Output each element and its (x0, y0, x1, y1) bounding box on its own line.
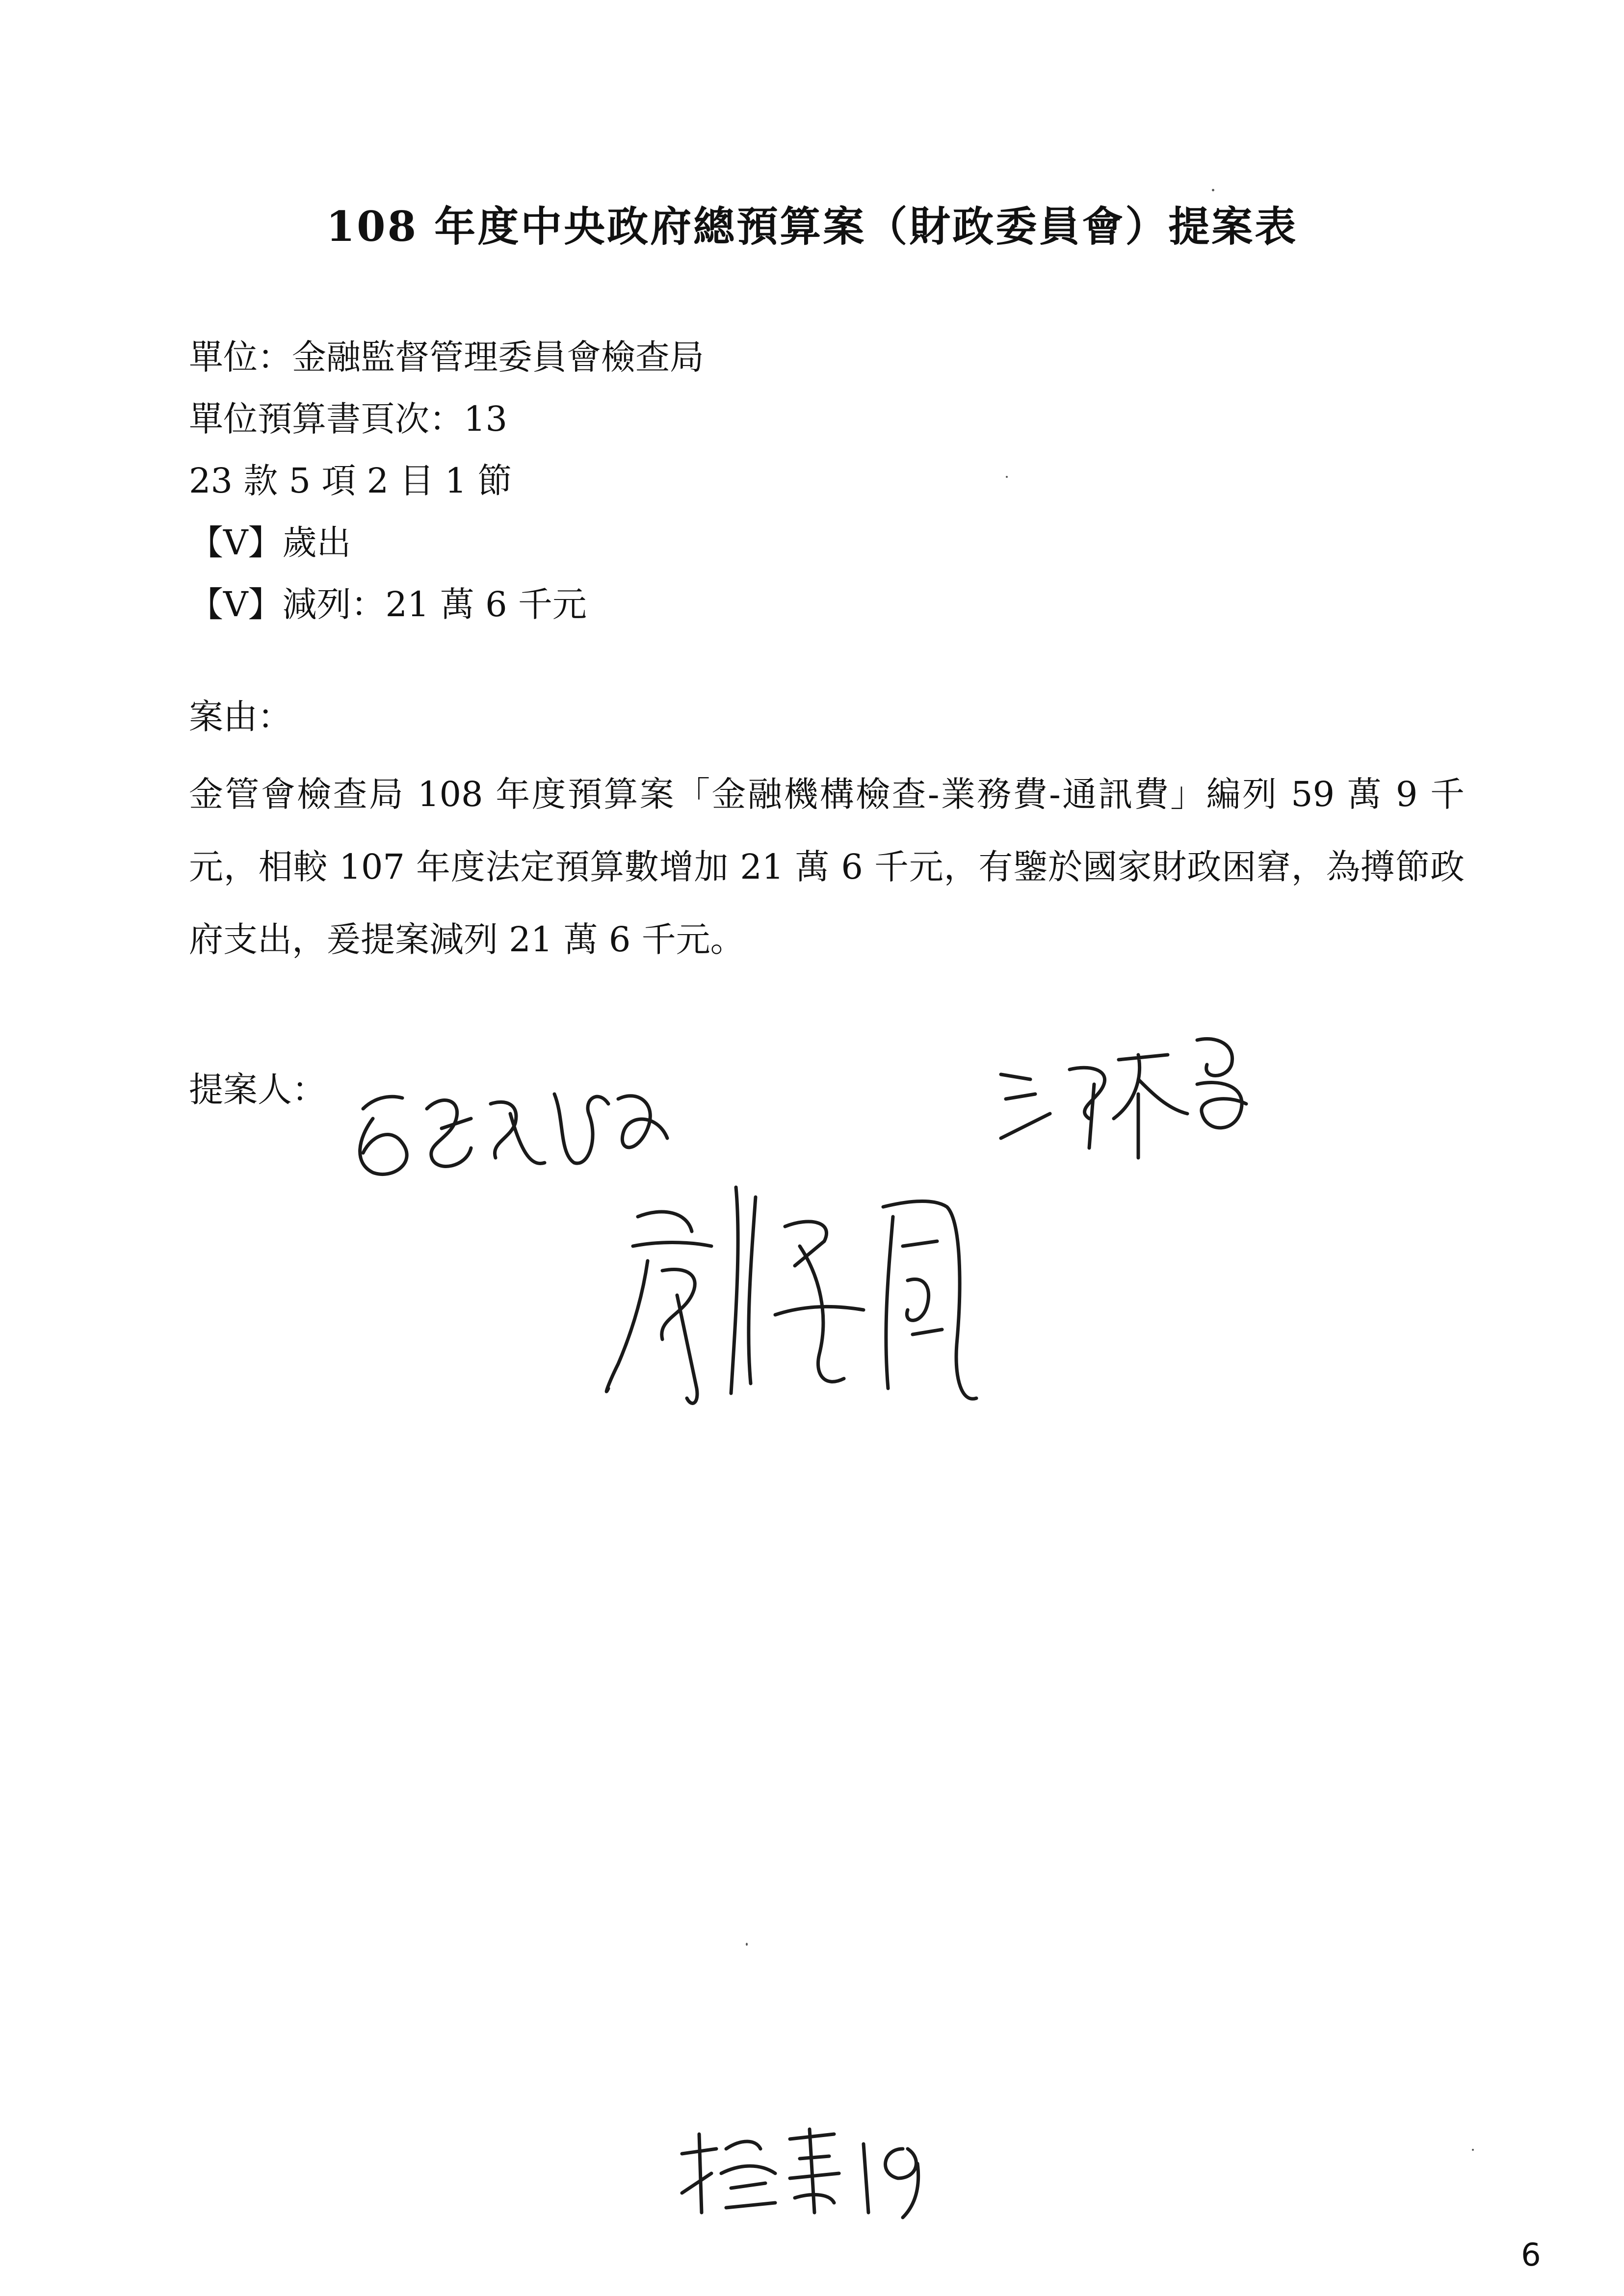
item-ref-line: 23 款 5 項 2 目 1 節 (189, 461, 512, 501)
page-number: 6 (1521, 2237, 1541, 2273)
reason-text: 金管會檢查局 108 年度預算案「金融機構檢查-業務費-通訊費」編列 59 萬 9 千元，相較 107 年度法定預算數增加 21 萬 6 千元，有鑒於國家財政困窘，為撙節政府支出，爰提案減列 21 萬 6 千元。 (189, 774, 1465, 960)
proposer-label: 提案人： (189, 1070, 326, 1110)
handwritten-signature-3 (589, 1168, 1030, 1423)
page-ref-line: 單位預算書頁次：13 (189, 399, 508, 439)
unit-line: 單位：金融監督管理委員會檢查局 (189, 337, 704, 377)
document-title: 108 年度中央政府總預算案（財政委員會）提案表 (326, 202, 1298, 251)
reduction-line: 【V】減列：21 萬 6 千元 (189, 584, 587, 625)
scan-speck (1212, 189, 1214, 191)
scan-speck (1006, 476, 1008, 478)
scan-speck (746, 1943, 748, 1946)
expenditure-line: 【V】歲出 (189, 522, 351, 563)
handwritten-note (672, 2119, 947, 2222)
scan-speck (1472, 2149, 1474, 2151)
proposal-details (189, 326, 704, 635)
reason-label: 案由： (189, 697, 292, 737)
handwritten-signature-2 (991, 1020, 1266, 1168)
